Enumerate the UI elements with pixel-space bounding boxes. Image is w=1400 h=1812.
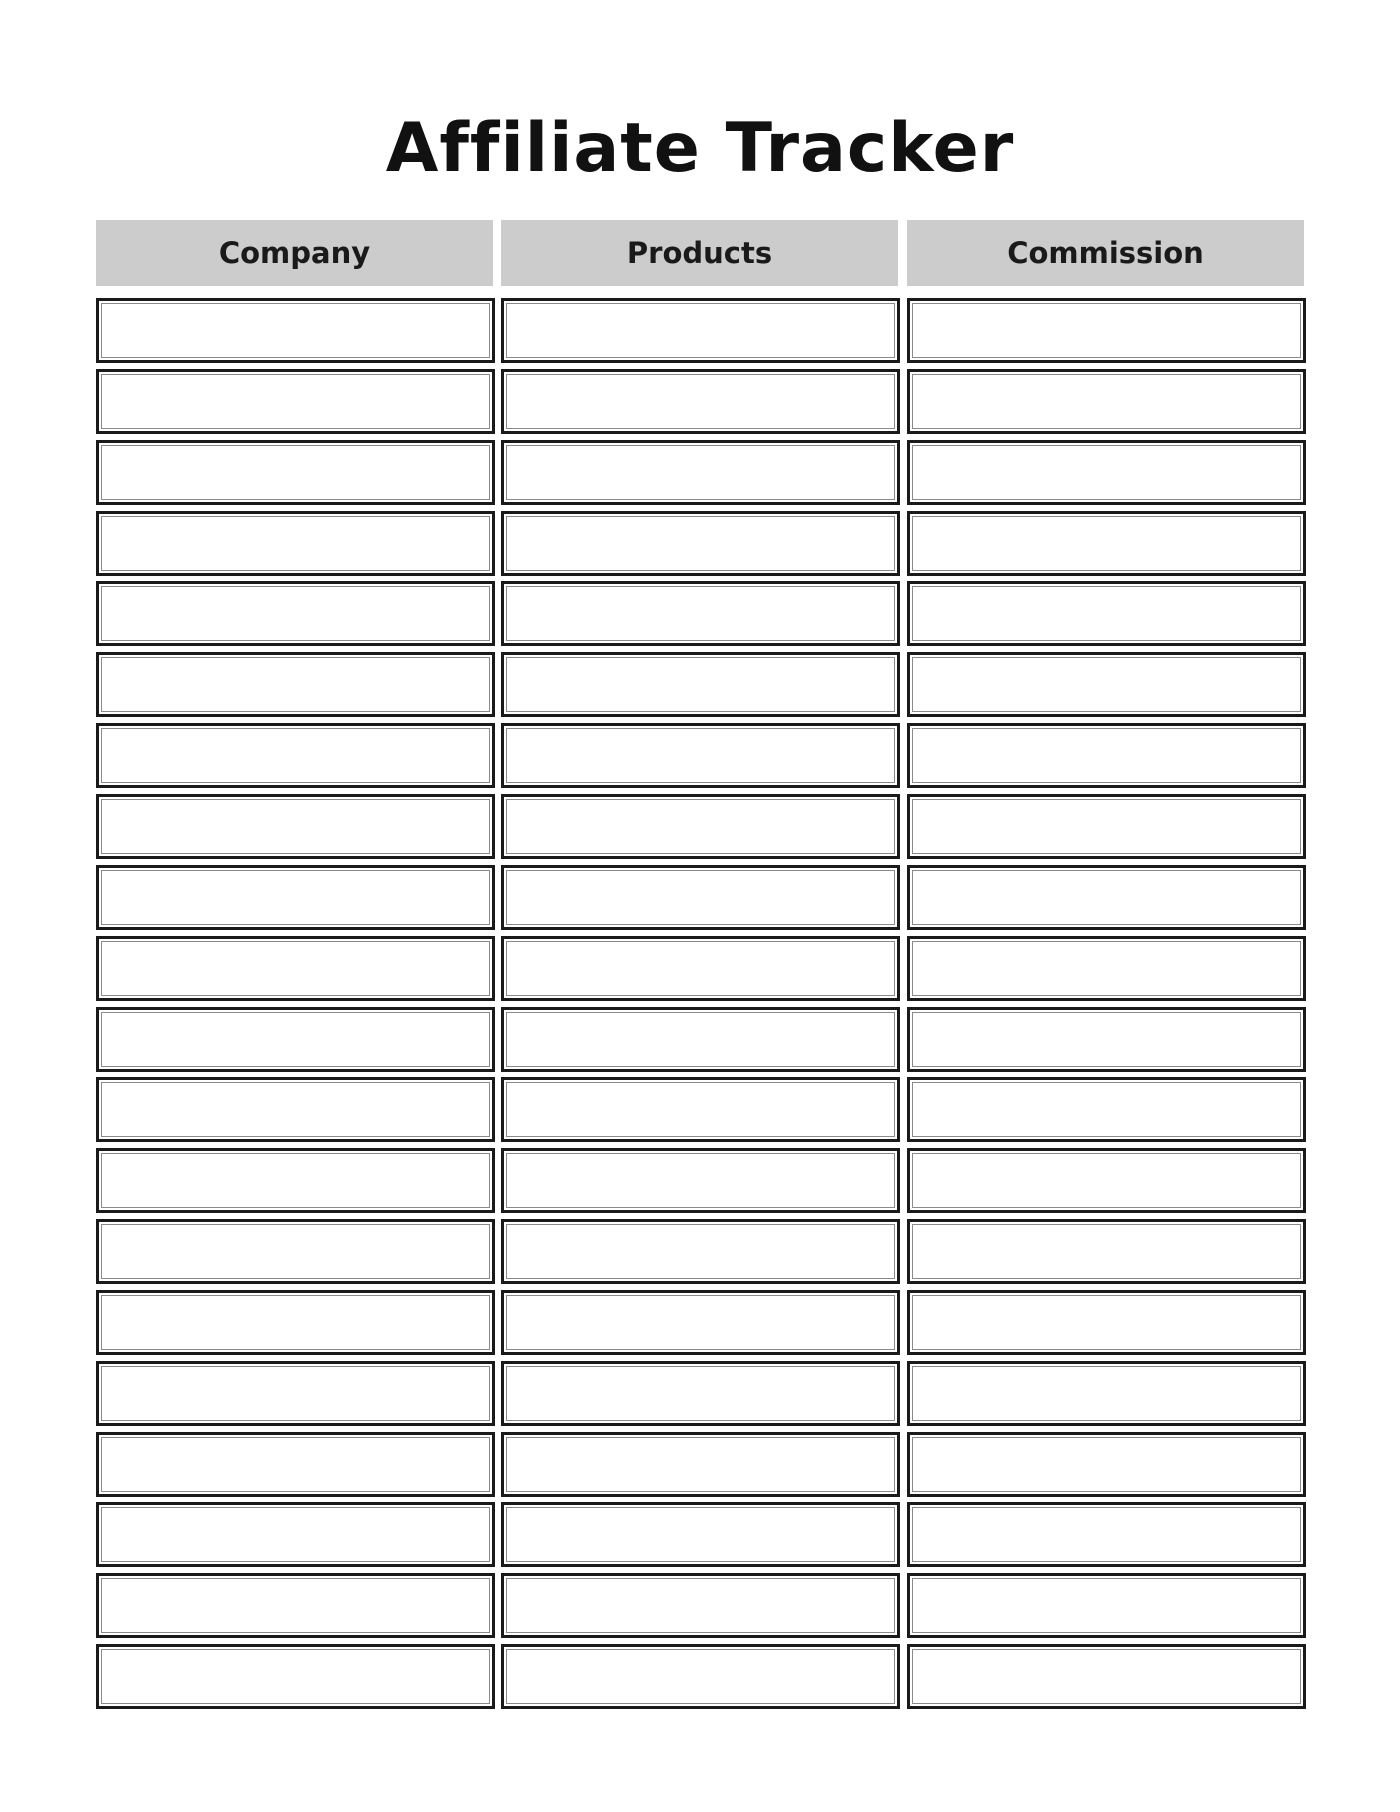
table-cell-products[interactable] [501, 794, 900, 859]
table-cell-commission[interactable] [907, 936, 1306, 1001]
table-cell-company[interactable] [96, 1432, 495, 1497]
table-cell-company[interactable] [96, 369, 495, 434]
table-cell-commission[interactable] [907, 865, 1306, 930]
table-cell-commission[interactable] [907, 581, 1306, 646]
table-cell-products[interactable] [501, 1502, 900, 1567]
table-cell-products[interactable] [501, 1644, 900, 1709]
table-cell-commission[interactable] [907, 298, 1306, 363]
table-cell-company[interactable] [96, 440, 495, 505]
table-cell-commission[interactable] [907, 794, 1306, 859]
table-cell-company[interactable] [96, 652, 495, 717]
table-cell-company[interactable] [96, 865, 495, 930]
table-cell-products[interactable] [501, 369, 900, 434]
table-cell-commission[interactable] [907, 440, 1306, 505]
table-cell-products[interactable] [501, 1573, 900, 1638]
column-header-products: Products [501, 220, 898, 286]
table-cell-company[interactable] [96, 723, 495, 788]
table-cell-company[interactable] [96, 1148, 495, 1213]
table-cell-company[interactable] [96, 298, 495, 363]
table-cell-commission[interactable] [907, 1290, 1306, 1355]
table-cell-products[interactable] [501, 1219, 900, 1284]
table-cell-products[interactable] [501, 440, 900, 505]
table-cell-products[interactable] [501, 1361, 900, 1426]
table-cell-company[interactable] [96, 1007, 495, 1072]
table-cell-commission[interactable] [907, 1007, 1306, 1072]
table-cell-commission[interactable] [907, 1148, 1306, 1213]
table-cell-products[interactable] [501, 298, 900, 363]
table-cell-products[interactable] [501, 1007, 900, 1072]
table-cell-commission[interactable] [907, 1644, 1306, 1709]
table-cell-commission[interactable] [907, 1573, 1306, 1638]
column-header-company: Company [96, 220, 493, 286]
table-cell-products[interactable] [501, 581, 900, 646]
table-cell-company[interactable] [96, 1290, 495, 1355]
table-cell-commission[interactable] [907, 1077, 1306, 1142]
table-cell-company[interactable] [96, 1644, 495, 1709]
table-cell-products[interactable] [501, 1432, 900, 1497]
table-cell-commission[interactable] [907, 1502, 1306, 1567]
table-cell-commission[interactable] [907, 652, 1306, 717]
table-cell-company[interactable] [96, 511, 495, 576]
table-cell-products[interactable] [501, 1077, 900, 1142]
table-cell-company[interactable] [96, 1361, 495, 1426]
table-cell-commission[interactable] [907, 1219, 1306, 1284]
table-cell-company[interactable] [96, 936, 495, 1001]
table-cell-company[interactable] [96, 1502, 495, 1567]
table-cell-company[interactable] [96, 1219, 495, 1284]
table-cell-company[interactable] [96, 581, 495, 646]
column-header-commission: Commission [907, 220, 1304, 286]
table-cell-products[interactable] [501, 1148, 900, 1213]
table-cell-products[interactable] [501, 865, 900, 930]
table-cell-products[interactable] [501, 511, 900, 576]
table-cell-commission[interactable] [907, 723, 1306, 788]
table-cell-products[interactable] [501, 652, 900, 717]
table-cell-commission[interactable] [907, 369, 1306, 434]
table-cell-commission[interactable] [907, 1432, 1306, 1497]
table-cell-products[interactable] [501, 936, 900, 1001]
table-cell-products[interactable] [501, 723, 900, 788]
table-cell-products[interactable] [501, 1290, 900, 1355]
table-cell-company[interactable] [96, 1573, 495, 1638]
table-cell-company[interactable] [96, 794, 495, 859]
table-cell-company[interactable] [96, 1077, 495, 1142]
table-cell-commission[interactable] [907, 1361, 1306, 1426]
table-cell-commission[interactable] [907, 511, 1306, 576]
page-title: Affiliate Tracker [385, 109, 1015, 188]
